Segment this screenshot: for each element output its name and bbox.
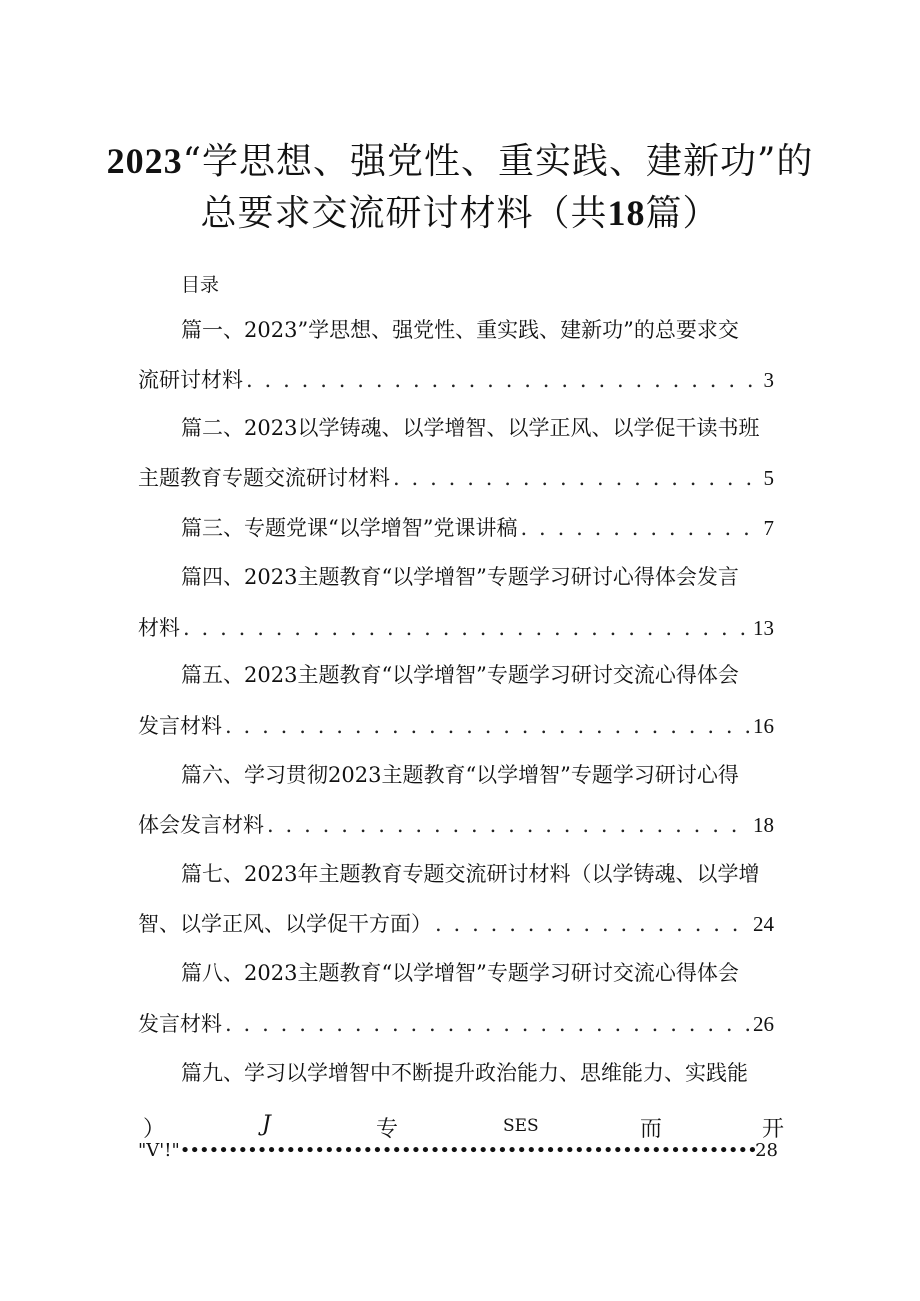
toc-entry-6-line-2	[138, 815, 774, 836]
toc-page-number: 3	[763, 368, 774, 392]
title-text-2b: 篇）	[645, 193, 720, 234]
toc-page-number: 18	[753, 813, 774, 837]
garbled-char: 开	[762, 1117, 785, 1142]
toc-entry-6-line-1: 篇六、学习贯彻2023主题教育“以学增智”专题学习研讨心得	[181, 763, 739, 787]
toc-entry-5-line-1: 篇五、2023主题教育“以学增智”专题学习研讨交流心得体会	[181, 663, 739, 687]
toc-entry-5-line-2	[138, 716, 774, 737]
toc-entry-4-line-1: 篇四、2023主题教育“以学增智”专题学习研讨心得体会发言	[181, 565, 739, 589]
toc-entry-text: 篇三、专题党课“以学增智”党课讲稿	[181, 516, 518, 540]
leader-dots	[183, 618, 750, 639]
toc-entry-7-line-1: 篇七、2023年主题教育专题交流研讨材料（以学铸魂、以学增	[181, 862, 760, 886]
toc-entry-2-line-2	[138, 468, 774, 489]
title-count: 18	[607, 193, 646, 233]
toc-entry-text: 主题教育专题交流研讨材料	[138, 466, 390, 490]
title-text-1: “学思想、强党性、重实践、建新功”的	[182, 141, 814, 182]
leader-dots	[225, 1014, 750, 1035]
garbled-char: ）	[143, 1117, 166, 1142]
toc-page-number: 13	[753, 616, 774, 640]
garbled-prefix: "V'!"	[138, 1140, 180, 1161]
toc-entry-8-line-2	[138, 1014, 774, 1035]
toc-entry-7-line-2	[138, 914, 774, 935]
garbled-char: SES	[503, 1116, 539, 1136]
toc-heading: 目录	[181, 274, 220, 296]
toc-entry-3	[181, 518, 774, 539]
toc-entry-1-line-1: 篇一、2023”学思想、强党性、重实践、建新功”的总要求交	[181, 318, 739, 342]
leader-dots	[393, 468, 761, 489]
document-title-line-2	[0, 185, 920, 236]
title-year: 2023	[106, 141, 183, 181]
garbled-char: 专	[376, 1117, 399, 1142]
toc-page-number: 24	[753, 912, 774, 936]
document-title-line-1	[0, 133, 920, 184]
toc-page-number: 28	[755, 1140, 778, 1161]
toc-entry-2-line-1: 篇二、2023以学铸魂、以学增智、以学正风、以学促干读书班	[181, 416, 760, 440]
toc-entry-text: 智、以学正风、以学促干方面）	[138, 912, 432, 936]
toc-entry-9-line-2	[138, 1140, 778, 1161]
garbled-char: 而	[640, 1117, 663, 1142]
leader-dots	[520, 518, 760, 539]
leader-dots	[267, 815, 750, 836]
toc-page-number: 7	[763, 516, 774, 540]
toc-entry-8-line-1: 篇八、2023主题教育“以学增智”专题学习研讨交流心得体会	[181, 961, 739, 985]
leader-bullets	[180, 1140, 755, 1161]
toc-entry-text: 材料	[138, 616, 180, 640]
toc-entry-9-line-1: 篇九、学习以学增智中不断提升政治能力、思维能力、实践能	[181, 1061, 748, 1085]
toc-entry-1-line-2	[138, 370, 774, 391]
toc-entry-text: 发言材料	[138, 714, 222, 738]
toc-page-number: 26	[753, 1012, 774, 1036]
garbled-char: J	[262, 1112, 271, 1137]
title-text-2a: 总要求交流研讨材料（共	[200, 193, 608, 234]
toc-entry-text: 发言材料	[138, 1012, 222, 1036]
leader-dots	[246, 370, 761, 391]
toc-entry-4-line-2	[138, 618, 774, 639]
toc-page-number: 16	[753, 714, 774, 738]
leader-dots	[435, 914, 750, 935]
toc-entry-text: 流研讨材料	[138, 368, 243, 392]
leader-dots	[225, 716, 750, 737]
toc-page-number: 5	[763, 466, 774, 490]
toc-entry-text: 体会发言材料	[138, 813, 264, 837]
